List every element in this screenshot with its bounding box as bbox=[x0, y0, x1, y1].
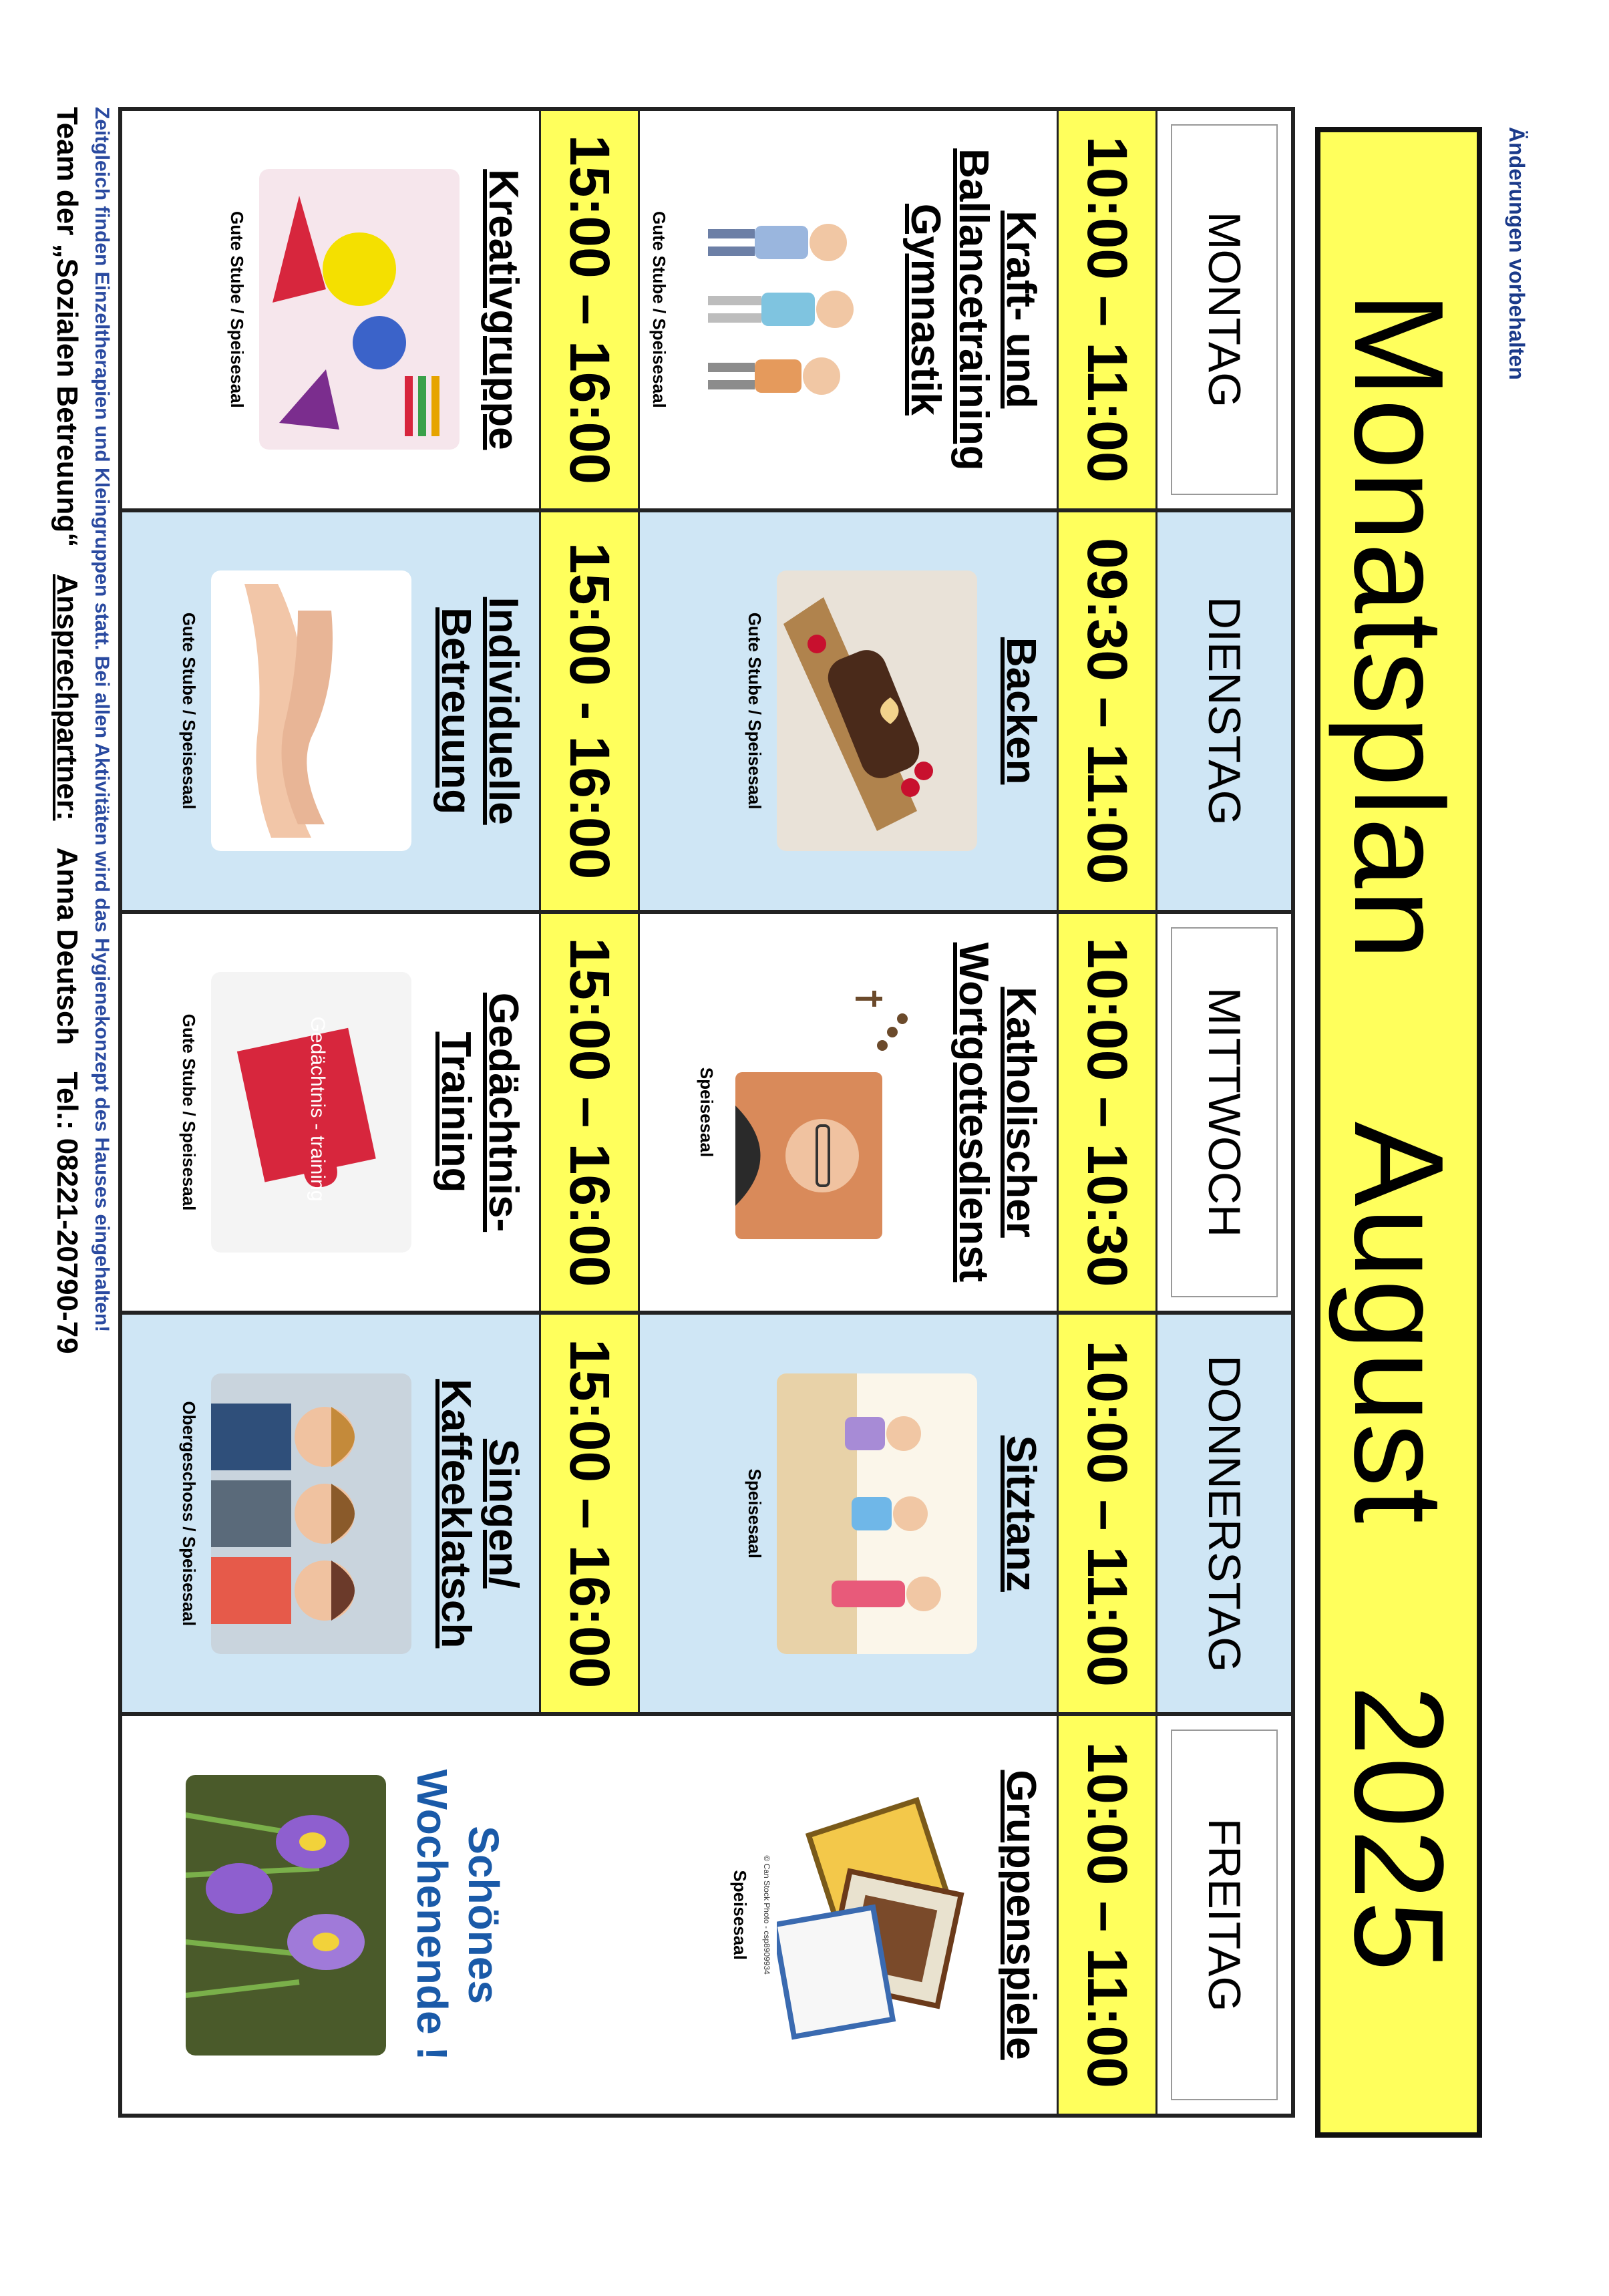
activity-block bbox=[122, 111, 539, 508]
day-column-monday bbox=[122, 107, 1291, 508]
activity-location: Gute Stube / Speisesaal bbox=[226, 211, 247, 408]
holding-hands-photo bbox=[211, 570, 411, 851]
board-games-illustration bbox=[777, 1775, 977, 2056]
team-name: Team der „Sozialen Betreuung“ bbox=[51, 107, 83, 548]
time-slot: 15:00 – 16:00 bbox=[539, 1315, 640, 1712]
activity-location: Gute Stube / Speisesaal bbox=[179, 1013, 200, 1211]
activity-location: Speisesaal bbox=[729, 1870, 750, 1960]
day-header: MONTAG bbox=[1171, 124, 1278, 495]
puzzle-text: Gedächtnis - training bbox=[307, 1016, 329, 1202]
activity-location: Obergeschoss / Speisesaal bbox=[179, 1401, 200, 1627]
day-column-tuesday bbox=[122, 508, 1291, 910]
gymnastics-illustration bbox=[681, 169, 882, 450]
activity-block bbox=[640, 512, 1057, 910]
activity-location: Speisesaal bbox=[744, 1468, 765, 1559]
crocus-photo bbox=[186, 1775, 386, 2056]
activity-location: Gute Stube / Speisesaal bbox=[744, 612, 765, 810]
activity-block bbox=[640, 914, 1057, 1311]
day-column-friday bbox=[122, 1712, 1291, 2118]
day-column-wednesday bbox=[122, 910, 1291, 1311]
activity-location: Speisesaal bbox=[697, 1067, 717, 1158]
hygiene-notice: Zeitgleich finden Einzeltherapien und Kleingruppen statt. Bei allen Aktivitäten wird das Hygienekonzept des Hauses eingehalten! bbox=[91, 107, 113, 1333]
cake-photo bbox=[777, 570, 977, 851]
priest-photo bbox=[729, 972, 929, 1253]
day-header: MITTWOCH bbox=[1171, 927, 1278, 1298]
day-column-thursday bbox=[122, 1311, 1291, 1712]
page-title bbox=[1326, 212, 1471, 2054]
title-word-2: August bbox=[1328, 1122, 1469, 1525]
time-slot: 10:00 – 11:00 bbox=[1057, 1716, 1157, 2114]
time-slot: 15:00 – 16:00 bbox=[539, 111, 640, 508]
photo-credit: © Can Stock Photo - csp8909934 bbox=[761, 1855, 771, 1975]
time-slot: 09:30 – 11:00 bbox=[1057, 512, 1157, 910]
time-slot: 15:00 - 16:00 bbox=[539, 512, 640, 910]
memory-puzzle-photo bbox=[211, 972, 411, 1253]
activity-block bbox=[638, 1716, 1057, 2114]
contact-line bbox=[50, 107, 83, 2118]
weekend-block bbox=[122, 1716, 541, 2114]
activity-block bbox=[640, 111, 1057, 508]
changes-notice-top: Änderungen vorbehalten bbox=[1505, 127, 1529, 380]
activity-title: Singen/ Kaffeeklatsch bbox=[432, 1379, 526, 1649]
footer bbox=[50, 107, 113, 2118]
contact-phone: Tel.: 08221-20790-79 bbox=[51, 1072, 83, 1354]
day-header: DONNERSTAG bbox=[1171, 1328, 1278, 1699]
time-slot: 10:00 – 11:00 bbox=[1057, 111, 1157, 508]
contact-name: Anna Deutsch bbox=[51, 847, 83, 1045]
activity-block bbox=[122, 1315, 539, 1712]
activity-title: Gedächtnis-Training bbox=[432, 992, 526, 1233]
time-slot: 15:00 – 16:00 bbox=[539, 914, 640, 1311]
activity-title: Kreativgruppe bbox=[480, 169, 526, 450]
craft-photo bbox=[259, 169, 460, 450]
activity-location: Gute Stube / Speisesaal bbox=[179, 612, 200, 810]
day-header: DIENSTAG bbox=[1171, 526, 1278, 896]
chair-dance-illustration bbox=[777, 1373, 977, 1654]
activity-block bbox=[122, 512, 539, 910]
contact-label: Ansprechpartner: bbox=[51, 574, 83, 821]
time-slot-empty bbox=[541, 1716, 638, 2114]
activity-block bbox=[122, 914, 539, 1311]
day-header: FREITAG bbox=[1171, 1730, 1278, 2100]
activity-title: Kraft- und Ballancetraining Gymnastik bbox=[902, 148, 1044, 471]
activity-title: Gruppenspiele bbox=[998, 1770, 1044, 2060]
activity-title: Individuelle Betreuung bbox=[432, 597, 526, 825]
time-slot: 10:00 – 10:30 bbox=[1057, 914, 1157, 1311]
activity-title: Sitztanz bbox=[998, 1435, 1044, 1592]
activity-title: Katholischer Wortgottesdienst bbox=[950, 942, 1044, 1283]
group-photo bbox=[211, 1373, 411, 1654]
title-bar bbox=[1315, 127, 1482, 2138]
weekend-greeting: Schönes Wochenende ! bbox=[408, 1769, 508, 2061]
title-word-3: 2025 bbox=[1328, 1685, 1469, 1973]
activity-location: Gute Stube / Speisesaal bbox=[649, 211, 670, 408]
activity-block bbox=[640, 1315, 1057, 1712]
title-word-1: Monatsplan bbox=[1328, 291, 1469, 962]
week-grid bbox=[118, 107, 1295, 2118]
activity-title: Backen bbox=[998, 637, 1044, 785]
time-slot: 10:00 – 11:00 bbox=[1057, 1315, 1157, 1712]
